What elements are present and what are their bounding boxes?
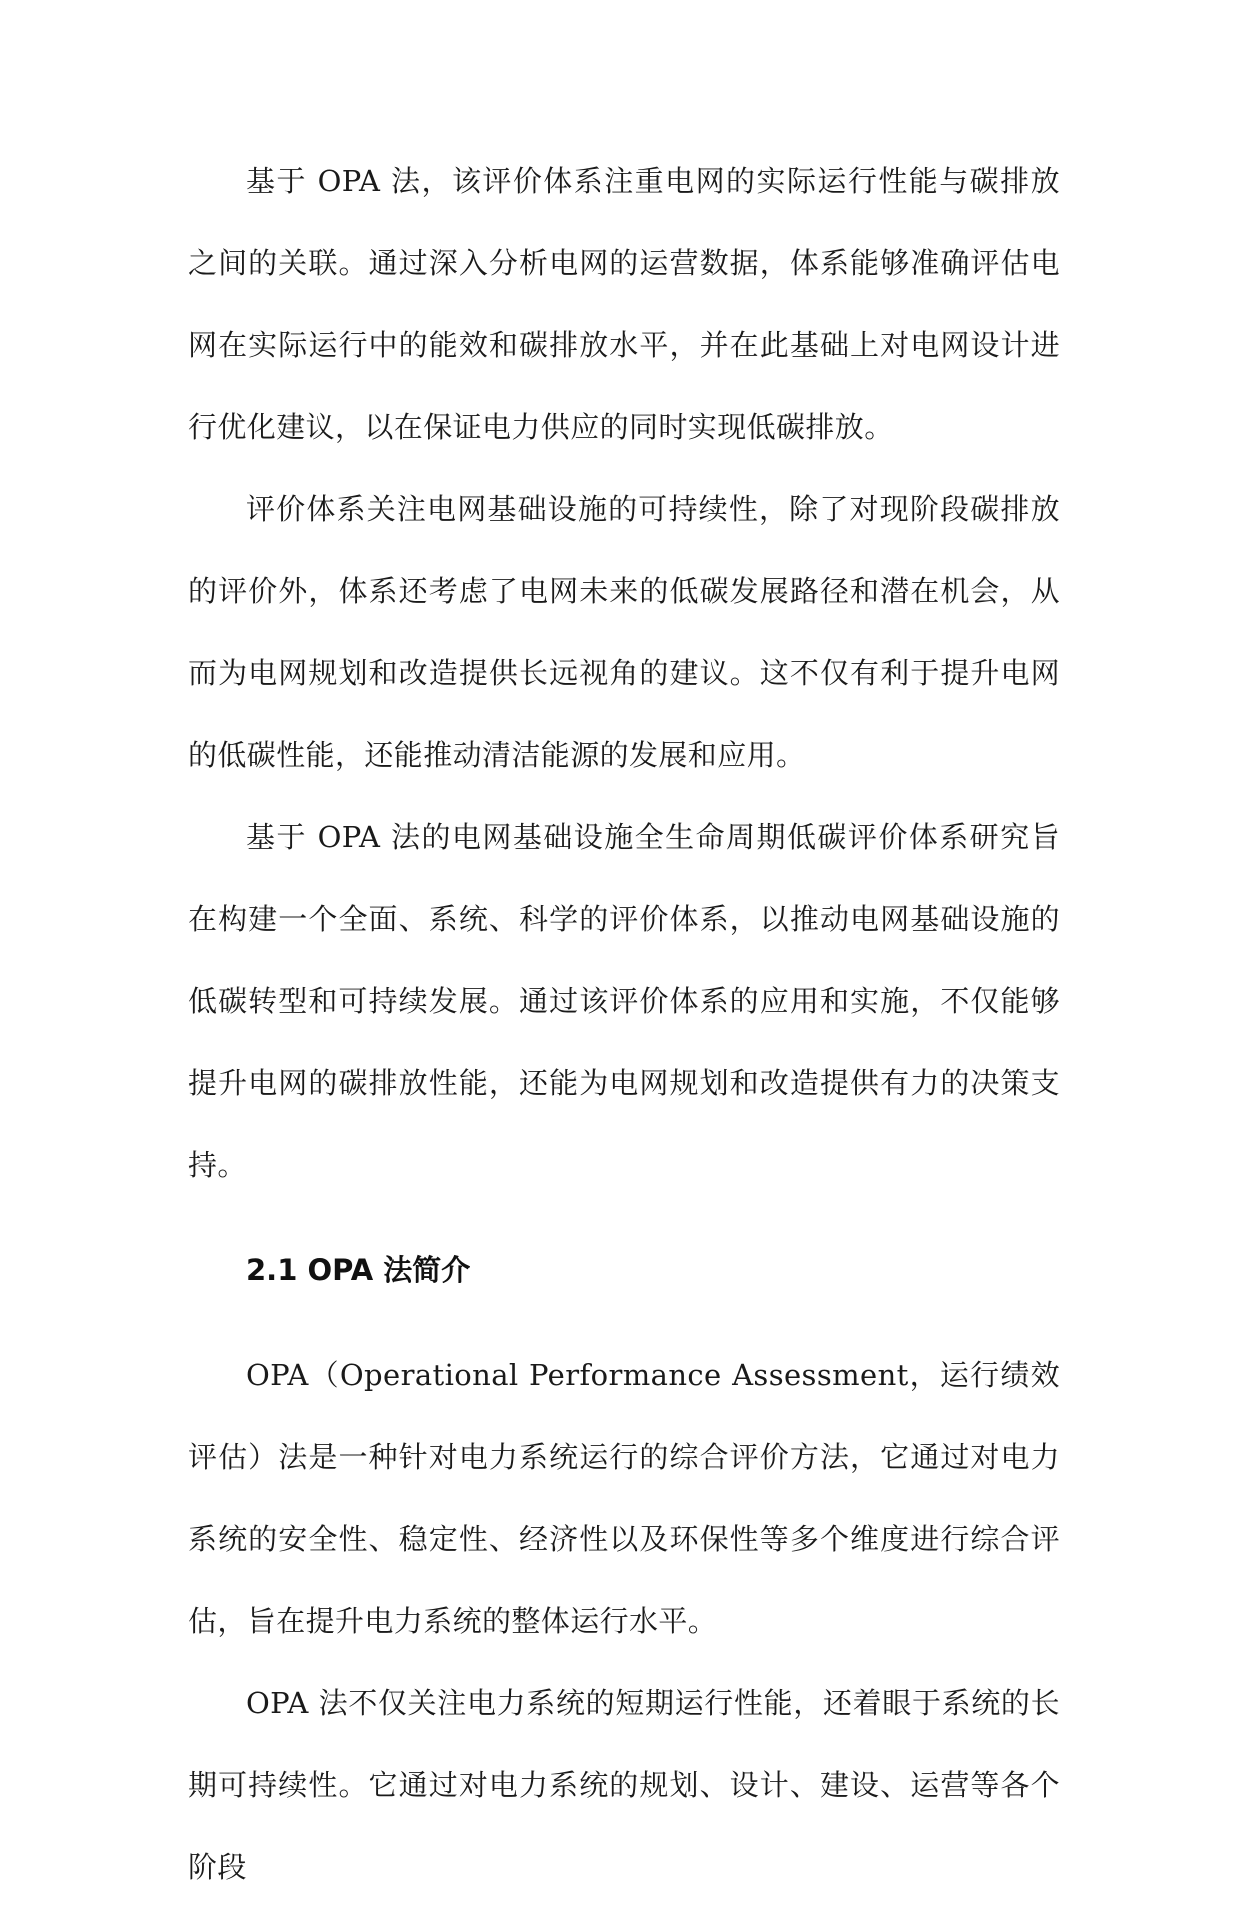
section-heading: 2.1 OPA 法简介 xyxy=(246,1253,471,1287)
paragraph: 基于 OPA 法，该评价体系注重电网的实际运行性能与碳排放之间的关联。通过深入分析电网的运营数据，体系能够准确评估电网在实际运行中的能效和碳排放水平，并在此基础上对电网设计进行优化建议，以在保证电力供应的同时实现低碳排放。 xyxy=(188,164,1060,444)
paragraph: OPA 法不仅关注电力系统的短期运行性能，还着眼于系统的长期可持续性。它通过对电力系统的规划、设计、建设、运营等各个阶段 xyxy=(188,1686,1060,1884)
document-body xyxy=(188,140,1060,1908)
paragraph: OPA（Operational Performance Assessment，运行绩效评估）法是一种针对电力系统运行的综合评价方法，它通过对电力系统的安全性、稳定性、经济性以及环保性等多个维度进行综合评估，旨在提升电力系统的整体运行水平。 xyxy=(188,1358,1060,1638)
paragraph: 基于 OPA 法的电网基础设施全生命周期低碳评价体系研究旨在构建一个全面、系统、科学的评价体系，以推动电网基础设施的低碳转型和可持续发展。通过该评价体系的应用和实施，不仅能够提升电网的碳排放性能，还能为电网规划和改造提供有力的决策支持。 xyxy=(188,820,1060,1182)
paragraph: 评价体系关注电网基础设施的可持续性，除了对现阶段碳排放的评价外，体系还考虑了电网未来的低碳发展路径和潜在机会，从而为电网规划和改造提供长远视角的建议。这不仅有利于提升电网的低碳性能，还能推动清洁能源的发展和应用。 xyxy=(188,492,1060,772)
